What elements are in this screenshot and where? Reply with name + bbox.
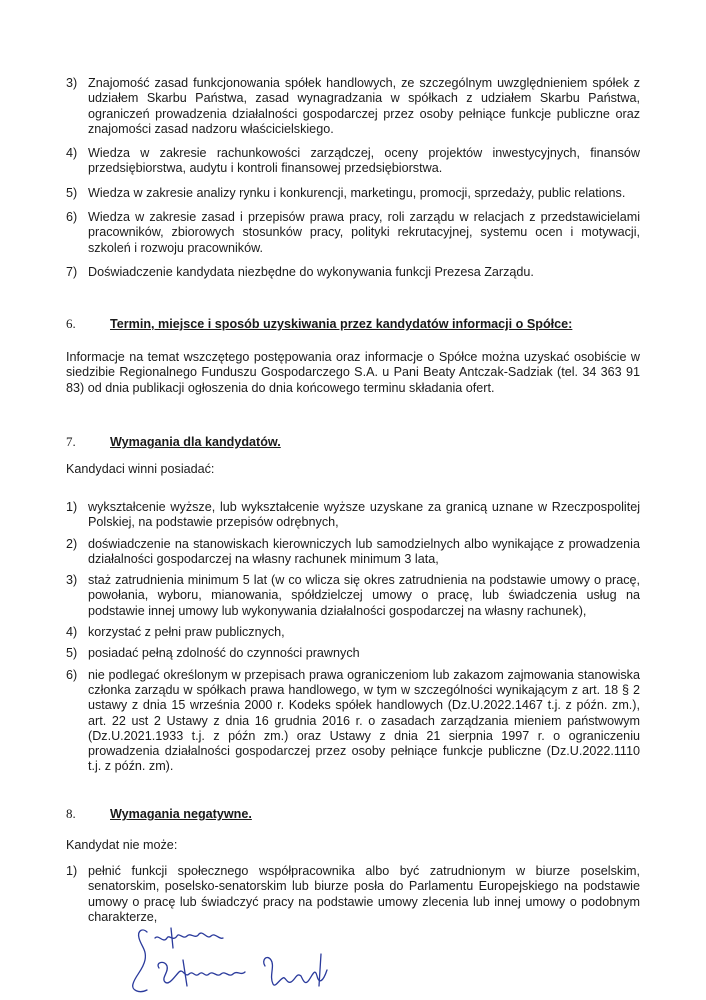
section-7-intro: Kandydaci winni posiadać: (66, 462, 215, 476)
list-item: 3) staż zatrudnienia minimum 5 lat (w co wlicza się okres zatrudnienia na podstawie umowy o pracę, powołania, wyboru, mianowania, spółdzielczej umowy o pracę, lub świadczenia usług na podstawie innej umowy lub wykonywania działalności gospodarczej na własny rachunek), (66, 573, 640, 618)
list-item: 4) korzystać z pełni praw publicznych, (66, 625, 285, 640)
list-item: 7) Doświadczenie kandydata niezbędne do wykonywania funkcji Prezesa Zarządu. (66, 264, 534, 279)
negative-requirements-list (66, 864, 640, 925)
section-8-intro: Kandydat nie może: (66, 838, 178, 852)
list-item: 6) Wiedza w zakresie zasad i przepisów prawa pracy, roli zarządu w relacjach z przedstawicielami pracowników, zbiorowych stosunków pracy, polityki rekrutacyjnej, systemu ocen i motywacji, szkoleń i rozwoju pracowników. (66, 210, 640, 255)
section-6-heading: 6. Termin, miejsce i sposób uzyskiwania przez kandydatów informacji o Spółce: (66, 316, 573, 331)
list-item: 1) pełnić funkcji społecznego współpracownika albo być zatrudnionym w biurze poselskim, senatorskim, poselsko-senatorskim lub biurze posła do Parlamentu Europejskiego na podstawie umowy o pracę lub świadczyć pracy na podstawie umowy zlecenia lub innej umowy o podobnym charakterze, (66, 864, 640, 924)
list-item: 2) doświadczenie na stanowiskach kierowniczych lub samodzielnych albo wynikające z prowadzenia działalności gospodarczej na własny rachunek minimum 3 lata, (66, 536, 640, 566)
list-item: 6) nie podlegać określonym w przepisach prawa ograniczeniom lub zakazom zajmowania stanowiska członka zarządu w spółkach prawa handlowego, w tym w szczególności wynikającym z art. 18 § 2 ustawy z dnia 15 września 2000 r. Kodeks spółek handlowych (Dz.U.2022.1467 t.j. z późn. zm.), art. 22 ust 2 Ustawy z dnia 16 grudnia 2016 r. o zasadach zarządzania mieniem państwowym (Dz.U.2021.1933 t.j. z późn zm.) oraz Ustawy z dnia 21 sierpnia 1997 r. o ograniczeniu prowadzenia działalności gospodarczej przez osoby pełniące funkcje publiczne (Dz.U.2022.1110 t.j. z późn. zm). (66, 667, 640, 774)
list-item: 3) Znajomość zasad funkcjonowania spółek handlowych, ze szczególnym uwzględnieniem spółek z udziałem Skarbu Państwa, zasad wynagradzania w spółkach z udziałem Skarbu Państwa, ograniczeń prowadzenia działalności gospodarczej przez osoby pełniące funkcje publiczne oraz znajomości zasad nadzoru właścicielskiego. (66, 76, 640, 136)
list-item: 5) posiadać pełną zdolność do czynności prawnych (66, 646, 360, 661)
handwritten-signature (125, 920, 345, 1000)
section-8-heading: 8. Wymagania negatywne. (66, 806, 252, 821)
qualifications-list (66, 76, 640, 280)
list-item: 5) Wiedza w zakresie analizy rynku i konkurencji, marketingu, promocji, sprzedaży, public relations. (66, 185, 626, 200)
list-item: 4) Wiedza w zakresie rachunkowości zarządczej, oceny projektów inwestycyjnych, finansów przedsiębiorstwa, audytu i kontroli finansowej przedsiębiorstwa. (66, 146, 640, 176)
candidate-requirements-list (66, 500, 640, 775)
section-6-paragraph: Informacje na temat wszczętego postępowania oraz informacje o Spółce można uzyskać osobiście w siedzibie Regionalnego Funduszu Gospodarczego S.A. u Pani Beaty Antczak-Sadziak (tel. 34 363 91 83) od dnia publikacji ogłoszenia do dnia końcowego terminu składania ofert. (66, 350, 640, 395)
list-item: 1) wykształcenie wyższe, lub wykształcenie wyższe uzyskane za granicą uznane w Rzeczpospolitej Polskiej, na podstawie przepisów odrębnych, (66, 500, 640, 530)
section-7-heading: 7. Wymagania dla kandydatów. (66, 434, 281, 449)
